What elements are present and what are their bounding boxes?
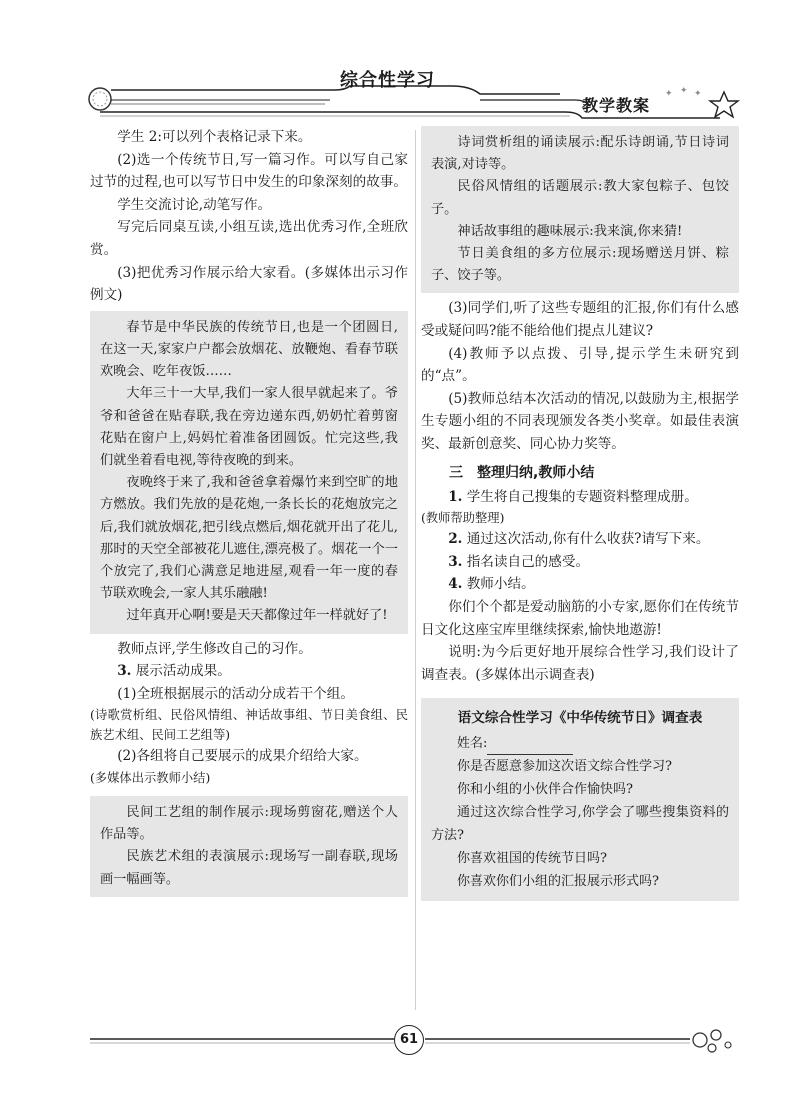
- paragraph: (2)选一个传统节日,写一篇习作。可以写自己家过节的过程,也可以写节日中发生的印象深刻的故事。: [90, 151, 408, 191]
- group-showcase-box: [90, 796, 408, 897]
- survey-question: 你喜欢祖国的传统节日吗?: [457, 851, 607, 867]
- box-paragraph: 诗词赏析组的诵读展示:配乐诗朗诵,节日诗词表演,对诗等。: [431, 135, 729, 173]
- box-paragraph: 民俗风情组的话题展示:教大家包粽子、包饺子。: [431, 179, 729, 217]
- survey-question: 你喜欢你们小组的汇报展示形式吗?: [457, 874, 659, 890]
- paragraph: [421, 486, 739, 509]
- essay-paragraph: 夜晚终于来了,我和爸爸拿着爆竹来到空旷的地方燃放。我们先放的是花炮,一条长长的花炮放完之后,我们就放烟花,把引线点燃后,烟花就开出了花儿,那时的天空全部被花儿遮住,漂亮极了。烟花一个一个放完了,我们心满意足地进屋,观看一年一度的春节联欢晚会,一家人其乐融融!: [100, 475, 398, 602]
- bubbles-icon: [693, 1030, 731, 1052]
- note: (教师帮助整理): [421, 511, 505, 526]
- page-number: 61: [394, 1025, 424, 1055]
- name-field[interactable]: [487, 740, 573, 755]
- paragraph: (3)把优秀习作展示给大家看。(多媒体出示习作例文): [90, 264, 408, 304]
- star-icon: [665, 86, 738, 117]
- svg-text:✦: ✦: [665, 89, 673, 99]
- box-paragraph: 民族艺术组的表演展示:现场写一副春联,现场画一幅画等。: [100, 849, 398, 887]
- paragraph: (1)全班根据展示的活动分成若干个组。: [117, 685, 354, 702]
- paragraph: [421, 551, 739, 574]
- survey-question: 你和小组的小伙伴合作愉快吗?: [457, 782, 633, 798]
- essay-paragraph: 大年三十一大早,我们一家人很早就起来了。爷爷和爸爸在贴春联,我在旁边递东西,奶奶忙着剪窗花贴在窗户上,妈妈忙着准备团圆饭。忙完这些,我们就坐着看电视,等待夜晚的到来。: [100, 386, 398, 468]
- step-text: 教师小结。: [466, 576, 535, 593]
- paragraph: (2)各组将自己要展示的成果介绍给大家。: [117, 748, 368, 765]
- paragraph: 你们个个都是爱动脑筋的小专家,愿你们在传统节日文化这座宝库里继续探索,愉快地遨游!: [421, 598, 739, 638]
- note: (诗歌赏析组、民俗风情组、神话故事组、节日美食组、民族艺术组、民间工艺组等): [90, 708, 408, 743]
- paragraph: [90, 660, 408, 683]
- name-label: 姓名:: [457, 736, 488, 752]
- section-title: 综合性学习: [340, 70, 435, 91]
- header-circle-icon: [89, 88, 111, 110]
- paragraph: 教师点评,学生修改自己的习作。: [117, 640, 312, 657]
- book-title: 教学教案: [582, 96, 651, 115]
- survey-question: 通过这次综合性学习,你学会了哪些搜集资料的方法?: [431, 805, 729, 844]
- survey-title: 语文综合性学习《中华传统节日》调查表: [457, 710, 703, 727]
- paragraph: 学生交流讨论,动笔写作。: [117, 196, 272, 213]
- paragraph: 写完后同桌互读,小组互读,选出优秀习作,全班欣赏。: [90, 219, 408, 258]
- page-header: [0, 0, 800, 130]
- step-text: 通过这次活动,你有什么收获?请写下来。: [466, 531, 710, 548]
- box-paragraph: 民间工艺组的制作展示:现场剪窗花,赠送个人作品等。: [100, 804, 398, 843]
- step-number: 1.: [448, 488, 463, 505]
- survey-table: [421, 698, 739, 901]
- step-text: 指名读自己的感受。: [466, 553, 590, 570]
- group-showcase-box: [421, 126, 739, 293]
- essay-paragraph: 春节是中华民族的传统节日,也是一个团圆日,在这一天,家家户户都会放烟花、放鞭炮、看春节联欢晚会、吃年夜饭……: [100, 319, 398, 380]
- svg-text:✦: ✦: [680, 86, 688, 96]
- paragraph: (4)教师予以点拨、引导,提示学生未研究到的“点”。: [421, 345, 739, 385]
- step-number: 3.: [117, 663, 132, 680]
- left-column: [90, 126, 408, 901]
- paragraph: 学生 2:可以列个表格记录下来。: [117, 129, 312, 145]
- paragraph: (5)教师总结本次活动的情况,以鼓励为主,根据学生专题小组的不同表现颁发各类小奖章。如最佳表演奖、最新创意奖、同心协力奖等。: [421, 390, 739, 452]
- header-decoration: [0, 0, 800, 130]
- paragraph: [421, 528, 739, 551]
- right-column: [421, 126, 739, 901]
- box-paragraph: 节日美食组的多方位展示:现场赠送月饼、粽子、饺子等。: [431, 246, 729, 284]
- step-number: 2.: [448, 531, 463, 548]
- step-number: 3.: [448, 553, 463, 570]
- essay-example-box: [90, 311, 408, 634]
- svg-text:✦: ✦: [694, 89, 702, 99]
- paragraph: [421, 573, 739, 596]
- survey-name-row: [431, 732, 729, 755]
- paragraph: (3)同学们,听了这些专题组的汇报,你们有什么感受或疑问吗?能不能给他们提点儿建议?: [421, 300, 739, 340]
- note: (多媒体出示教师小结): [90, 770, 211, 785]
- paragraph: 说明:为今后更好地开展综合性学习,我们设计了调查表。(多媒体出示调查表): [421, 644, 739, 683]
- step-text: 展示活动成果。: [135, 663, 231, 680]
- box-paragraph: 神话故事组的趣味展示:我来演,你来猜!: [457, 223, 683, 239]
- step-text: 学生将自己搜集的专题资料整理成册。: [466, 488, 698, 505]
- column-divider: [415, 130, 416, 1010]
- essay-paragraph: 过年真开心啊!要是天天都像过年一样就好了!: [126, 608, 388, 624]
- step-number: 4.: [448, 576, 463, 593]
- section-heading: 三 整理归纳,教师小结: [449, 464, 595, 481]
- survey-question: 你是否愿意参加这次语文综合性学习?: [457, 759, 672, 775]
